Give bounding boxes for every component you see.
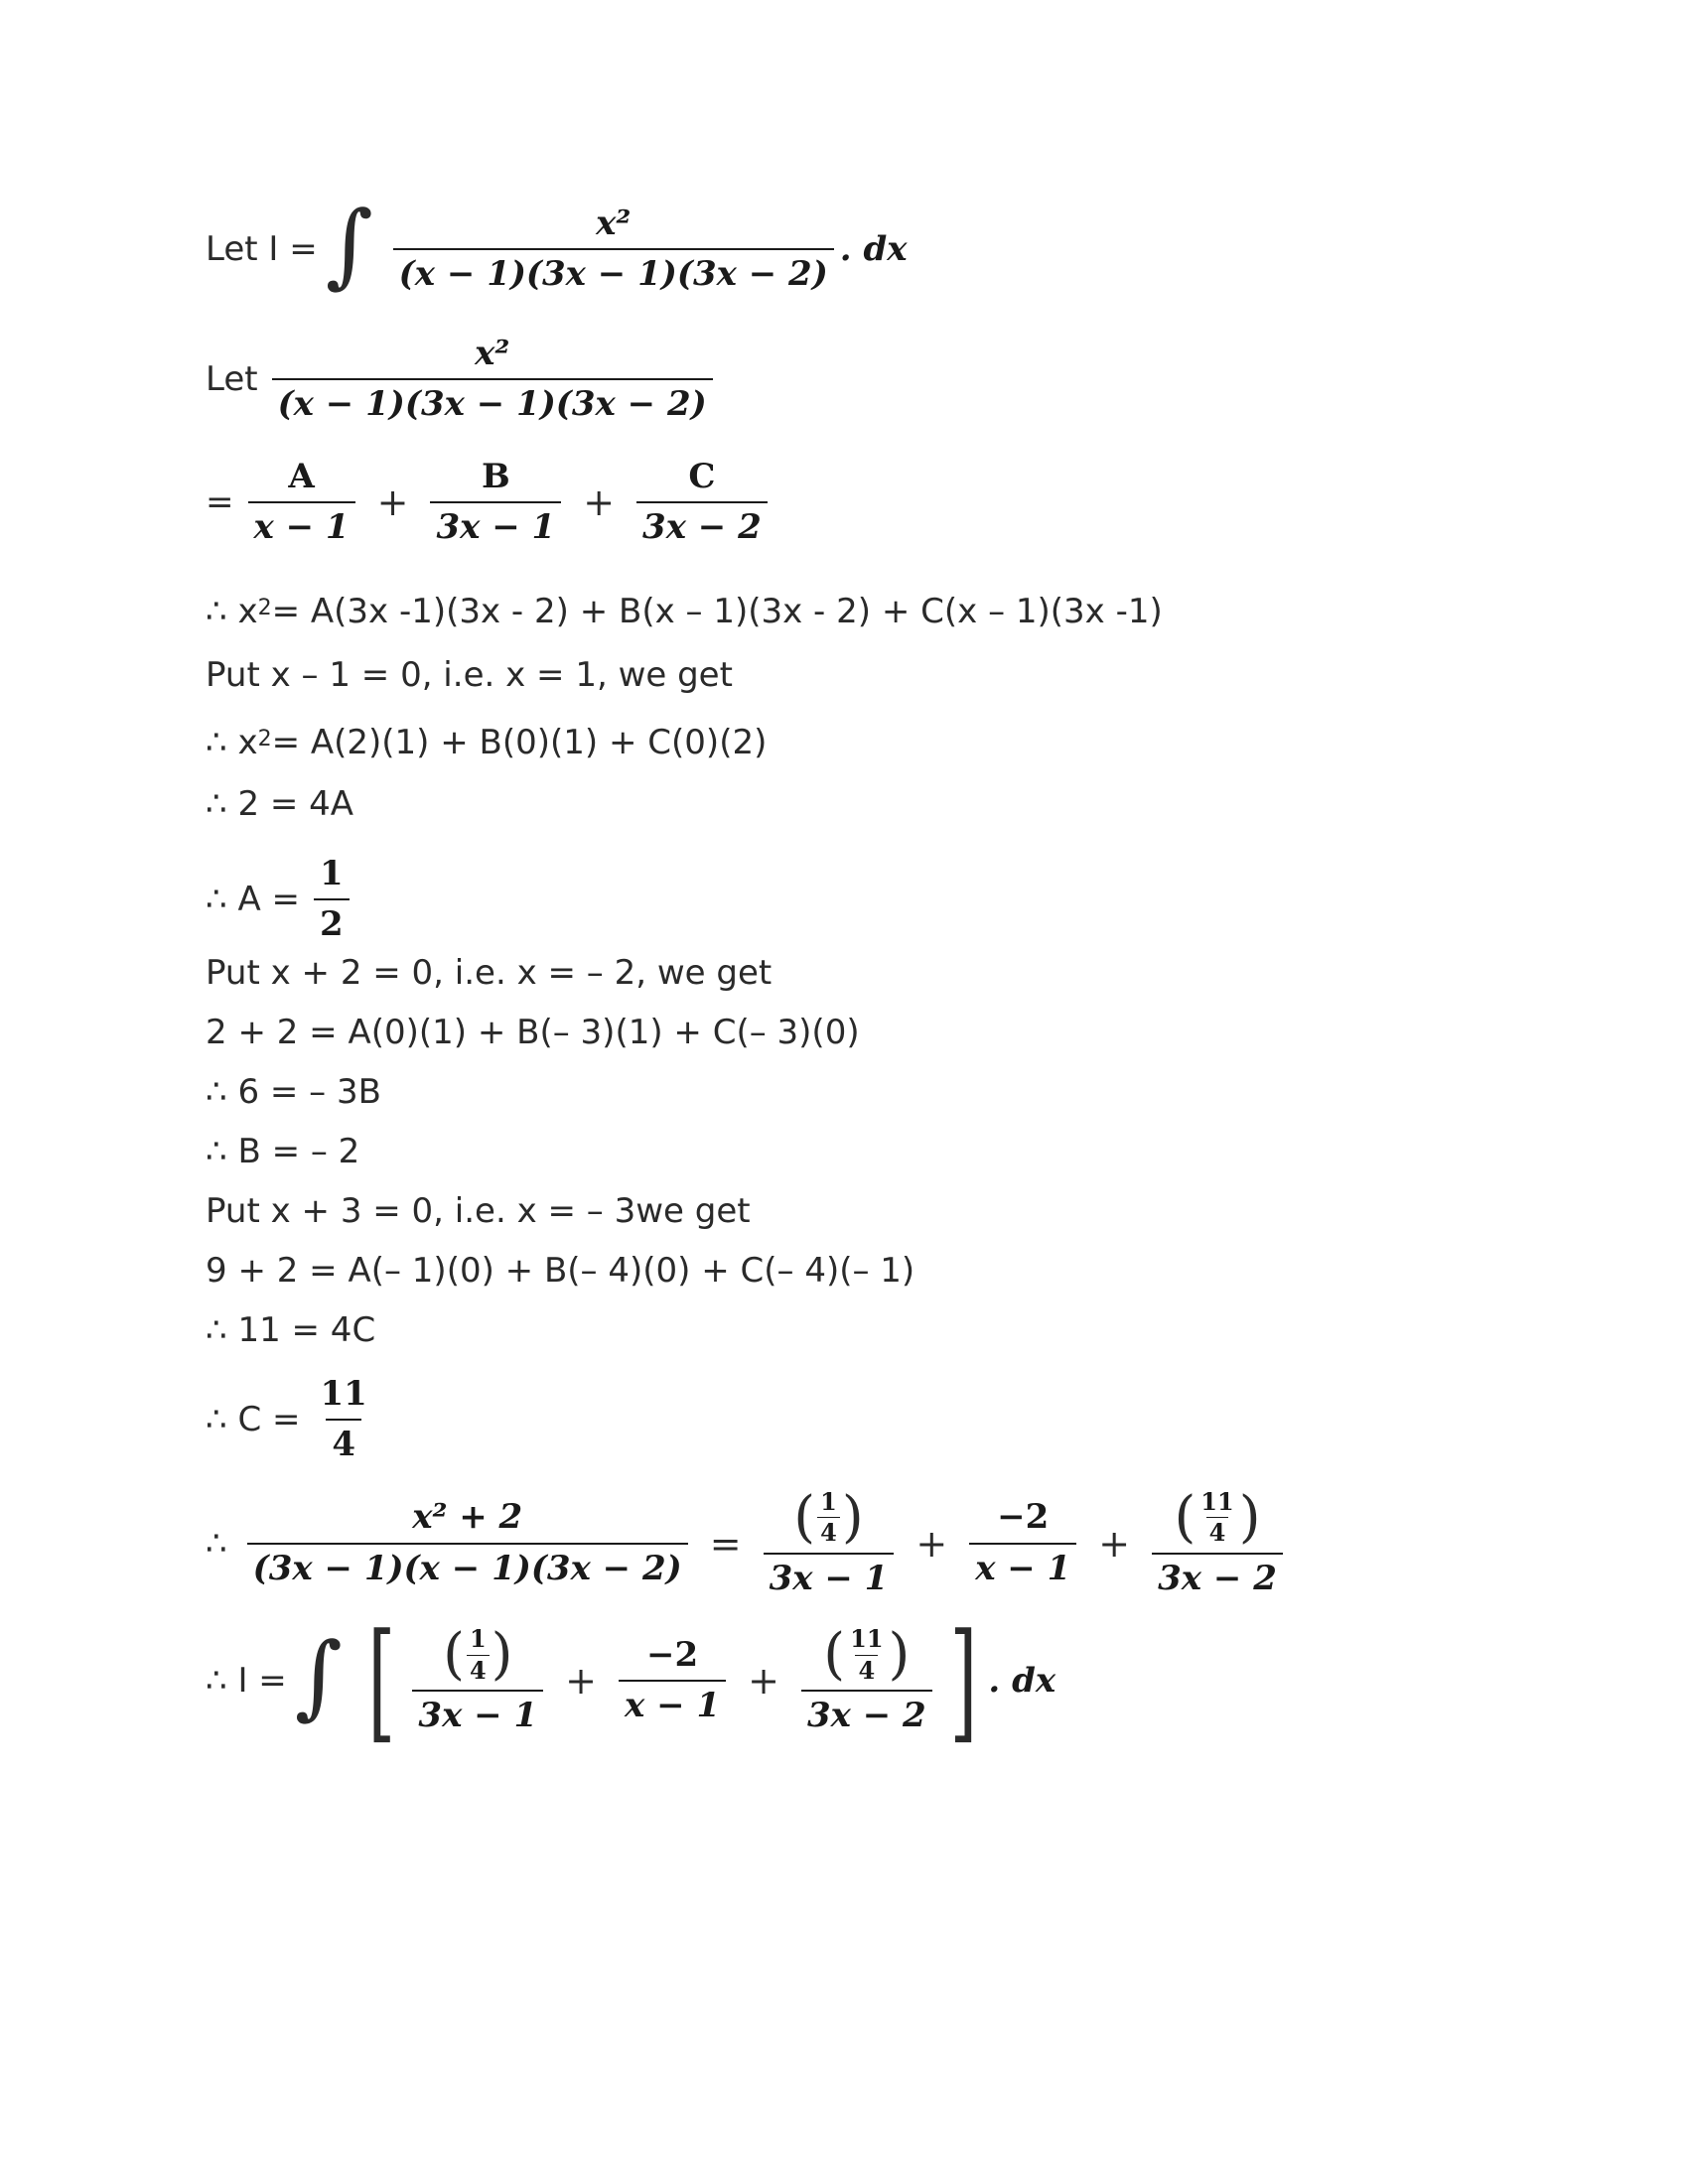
step-text: Put x + 2 = 0, i.e. x = – 2, we get	[206, 953, 773, 993]
value-c	[206, 1376, 379, 1464]
left-bracket: [	[367, 1605, 396, 1756]
term-1-fraction	[764, 1484, 895, 1598]
final-term-2-fraction	[619, 1634, 726, 1725]
partial-fraction-setup	[206, 336, 719, 424]
dx-label: . dx	[988, 1661, 1056, 1701]
fraction-b-denominator: 3x − 1	[430, 501, 561, 546]
plus-sign: +	[376, 480, 409, 525]
setup-numerator: x²	[475, 334, 510, 373]
step-text: ∴ 11 = 4C	[206, 1310, 376, 1350]
fraction-a	[248, 459, 355, 547]
integral-definition	[206, 192, 908, 298]
value-a-numerator: 1	[320, 854, 344, 893]
fraction-b	[430, 459, 561, 547]
value-c-denominator: 4	[326, 1419, 361, 1463]
equals-sign: =	[709, 1521, 742, 1566]
final-term-1-numerator: ( $\frac{1}{4}$ )	[443, 1622, 513, 1688]
therefore-sign: ∴	[206, 1523, 227, 1564]
step-text: ∴ B = – 2	[206, 1132, 360, 1171]
integrand-fraction	[393, 205, 834, 294]
step-text: Put x – 1 = 0, i.e. x = 1, we get	[206, 655, 733, 695]
plus-sign: +	[915, 1521, 948, 1566]
final-term-3-denominator: 3x − 2	[801, 1690, 932, 1734]
substitution-prefix: ∴ x	[206, 723, 258, 762]
substitution-rhs: = A(2)(1) + B(0)(1) + C(0)(2)	[271, 723, 768, 762]
identity-equation	[206, 592, 1163, 631]
final-term-3-fraction	[801, 1622, 932, 1736]
final-term-1-denominator: 3x − 1	[412, 1690, 543, 1734]
term-1-denominator: 3x − 1	[764, 1553, 895, 1597]
dx-label: . dx	[839, 229, 908, 269]
final-term-3-numerator: ( $\frac{11}{4}$ )	[823, 1622, 911, 1688]
final-term-2-numerator: −2	[645, 1634, 699, 1675]
lhs-denominator: (3x − 1)(x − 1)(3x − 2)	[247, 1543, 688, 1587]
term-3-numerator: ( $\frac{11}{4}$ )	[1174, 1484, 1261, 1550]
step-text: 2 + 2 = A(0)(1) + B(– 3)(1) + C(– 3)(0)	[206, 1013, 860, 1052]
value-a-label: ∴ A =	[206, 880, 300, 920]
identity-prefix: ∴ x	[206, 592, 258, 631]
final-term-2-denominator: x − 1	[619, 1680, 726, 1724]
decomposed-result	[206, 1484, 1289, 1598]
integral-sign: ∫	[325, 192, 373, 298]
fraction-a-numerator: A	[288, 457, 315, 496]
value-c-fraction	[314, 1376, 372, 1464]
fraction-a-denominator: x − 1	[248, 501, 355, 546]
final-integral	[206, 1605, 1056, 1756]
lhs-numerator: x² + 2	[412, 1497, 523, 1538]
plus-sign: +	[583, 480, 616, 525]
term-2-denominator: x − 1	[969, 1543, 1076, 1587]
setup-fraction	[272, 336, 713, 424]
final-integral-label: ∴ I =	[206, 1661, 287, 1701]
plus-sign: +	[1098, 1521, 1131, 1566]
substitution-equation	[206, 723, 767, 762]
substitution-exponent: 2	[257, 726, 272, 751]
lhs-fraction	[247, 1499, 688, 1587]
fraction-b-numerator: B	[481, 457, 510, 496]
value-a-denominator: 2	[314, 898, 350, 943]
identity-exponent: 2	[257, 595, 272, 620]
term-1-numerator: ( $\frac{1}{4}$ )	[793, 1484, 864, 1550]
partial-fraction-decomposition	[206, 459, 774, 547]
fraction-c	[636, 459, 768, 547]
value-a	[206, 856, 355, 944]
final-term-1-fraction	[412, 1622, 543, 1736]
term-2-fraction	[969, 1499, 1076, 1587]
let-i-label: Let I =	[206, 229, 318, 269]
identity-rhs: = A(3x -1)(3x - 2) + B(x – 1)(3x - 2) + C(x – 1)(3x -1)	[271, 592, 1163, 631]
step-text: Put x + 3 = 0, i.e. x = – 3we get	[206, 1191, 751, 1231]
fraction-c-denominator: 3x − 2	[636, 501, 768, 546]
term-3-fraction	[1152, 1484, 1283, 1598]
integrand-numerator: x²	[596, 203, 632, 243]
step-text: ∴ 2 = 4A	[206, 784, 354, 824]
value-c-label: ∴ C =	[206, 1400, 301, 1440]
step-text: 9 + 2 = A(– 1)(0) + B(– 4)(0) + C(– 4)(– 1)	[206, 1251, 915, 1291]
step-text: ∴ 6 = – 3B	[206, 1072, 381, 1112]
setup-denominator: (x − 1)(3x − 1)(3x − 2)	[272, 378, 713, 423]
value-a-fraction	[314, 856, 350, 944]
value-c-numerator: 11	[320, 1374, 367, 1414]
integrand-denominator: (x − 1)(3x − 1)(3x − 2)	[393, 248, 834, 293]
plus-sign: +	[748, 1659, 779, 1703]
right-bracket: ]	[949, 1605, 978, 1756]
term-3-denominator: 3x − 2	[1152, 1553, 1283, 1597]
term-2-numerator: −2	[997, 1497, 1050, 1538]
integral-sign: ∫	[294, 1623, 343, 1729]
fraction-c-numerator: C	[688, 457, 716, 496]
plus-sign: +	[565, 1659, 598, 1703]
let-label: Let	[206, 359, 258, 400]
equals-sign: =	[206, 482, 234, 523]
